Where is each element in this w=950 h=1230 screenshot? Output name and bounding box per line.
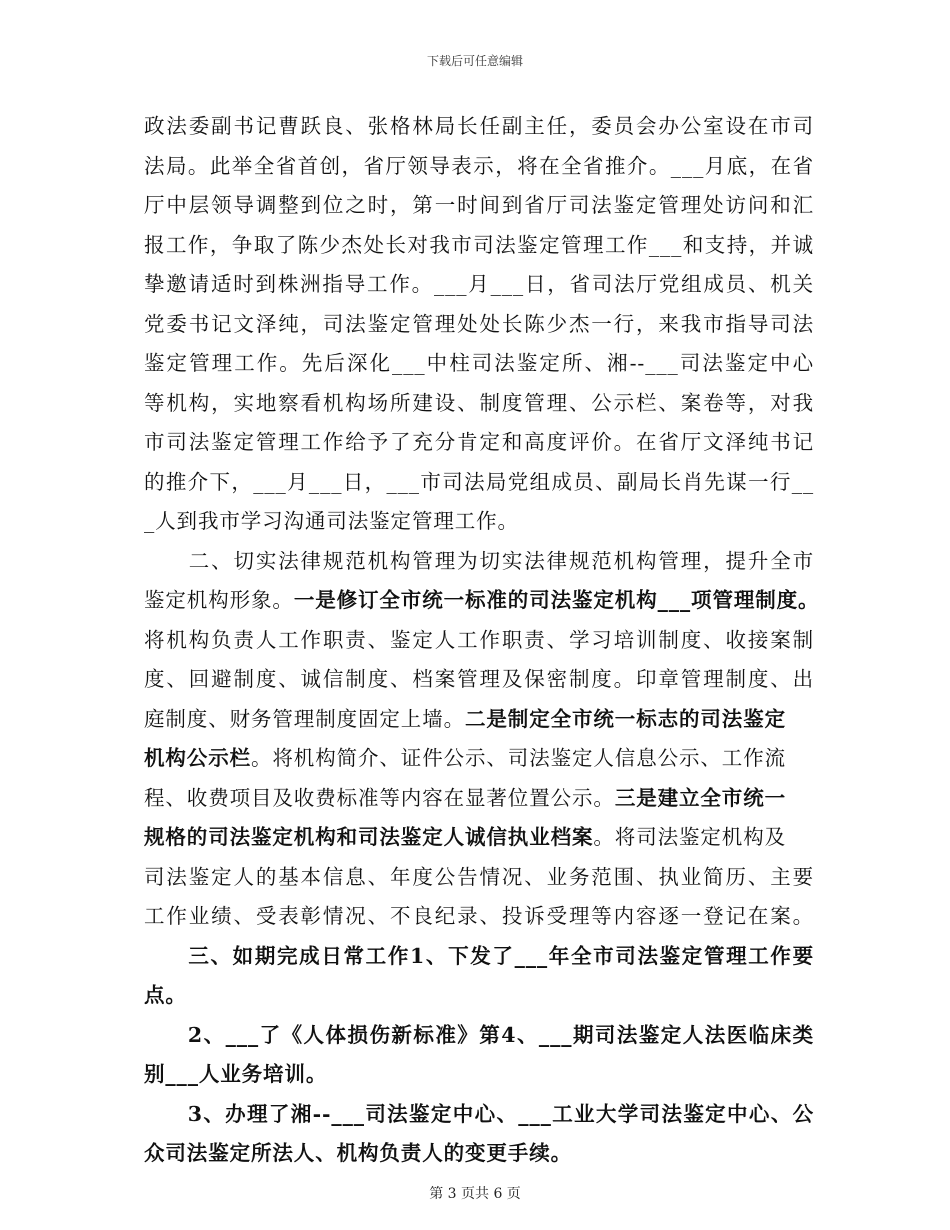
- document-body: [144, 107, 820, 1174]
- text-line: 的推介下，___月___日，___市司法局党组成员、副局长肖先谋一行__: [144, 469, 814, 494]
- text-line: 司法鉴定人的基本信息、年度公告情况、业务范围、执业简历、主要: [144, 864, 814, 889]
- bold-run: 规格的司法鉴定机构和司法鉴定人诚信执业档案: [144, 825, 594, 849]
- text-line: 政法委副书记曹跃良、张格林局长任副主任，委员会办公室设在市司: [144, 114, 814, 138]
- text-line: 别___人业务培训。: [144, 1062, 328, 1086]
- bold-run: 二是制定全市统一标志的司法鉴定: [465, 706, 786, 731]
- text-line: [144, 581, 820, 621]
- text-line: 厅中层领导调整到位之时，第一时间到省厅司法鉴定管理处访问和汇: [144, 193, 814, 217]
- text-line: 挚邀请适时到株洲指导工作。___月___日，省司法厅党组成员、机关: [144, 272, 814, 296]
- text-run: 程、收费项目及收费标准等内容在显著位置公示。: [144, 785, 615, 810]
- text-line: 党委书记文泽纯，司法鉴定管理处处长陈少杰一行，来我市指导司法: [144, 311, 814, 336]
- section-heading-line: 二、切实法律规范机构管理为切实法律规范机构管理，提升全市: [144, 548, 814, 573]
- bold-run: 三是建立全市统一: [614, 785, 787, 810]
- text-run: 。将机构简介、证件公示、司法鉴定人信息公示、工作流: [251, 746, 786, 770]
- bold-run: 一是修订全市统一标准的司法鉴定机构___项管理制度。: [293, 588, 820, 612]
- text-line: 鉴定管理工作。先后深化___中柱司法鉴定所、湘--___司法鉴定中心: [144, 351, 814, 375]
- section-heading-line: 三、如期完成日常工作1、下发了___年全市司法鉴定管理工作要: [144, 943, 814, 968]
- text-line: 众司法鉴定所法人、机构负责人的变更手续。: [144, 1141, 572, 1165]
- text-run: 鉴定机构形象。: [144, 588, 294, 612]
- text-line: 点。: [144, 983, 187, 1007]
- text-line: [144, 739, 814, 779]
- text-line: 将机构负责人工作职责、鉴定人工作职责、学习培训制度、收接案制: [144, 627, 814, 652]
- text-line: [144, 818, 814, 858]
- text-line: 等机构，实地察看机构场所建设、制度管理、公示栏、案卷等，对我: [144, 390, 814, 415]
- bold-run: 机构公示栏: [144, 746, 251, 770]
- text-line: [144, 779, 814, 819]
- text-line: 度、回避制度、诚信制度、档案管理及保密制度。印章管理制度、出: [144, 667, 814, 691]
- text-line: 市司法鉴定管理工作给予了充分肯定和高度评价。在省厅文泽纯书记: [144, 430, 814, 454]
- text-line: _人到我市学习沟通司法鉴定管理工作。: [144, 509, 519, 533]
- page-footer: 第 3 页共 6 页: [429, 1186, 521, 1202]
- text-line: 法局。此举全省首创，省厅领导表示，将在全省推介。___月底，在省: [144, 153, 814, 178]
- list-item-line: 3、办理了湘--___司法鉴定中心、___工业大学司法鉴定中心、公: [144, 1101, 814, 1126]
- page-header: 下载后可任意编辑: [426, 54, 523, 68]
- text-run: 庭制度、财务管理制度固定上墙。: [144, 706, 465, 731]
- list-item-line: 2、___了《人体损伤新标准》第4、___期司法鉴定人法医临床类: [144, 1022, 814, 1047]
- text-run: 。将司法鉴定机构及: [593, 825, 787, 849]
- text-line: 工作业绩、受表彰情况、不良纪录、投诉受理等内容逐一登记在案。: [144, 904, 814, 928]
- text-line: [144, 700, 814, 740]
- text-line: 报工作，争取了陈少杰处长对我市司法鉴定管理工作___和支持，并诚: [144, 232, 814, 257]
